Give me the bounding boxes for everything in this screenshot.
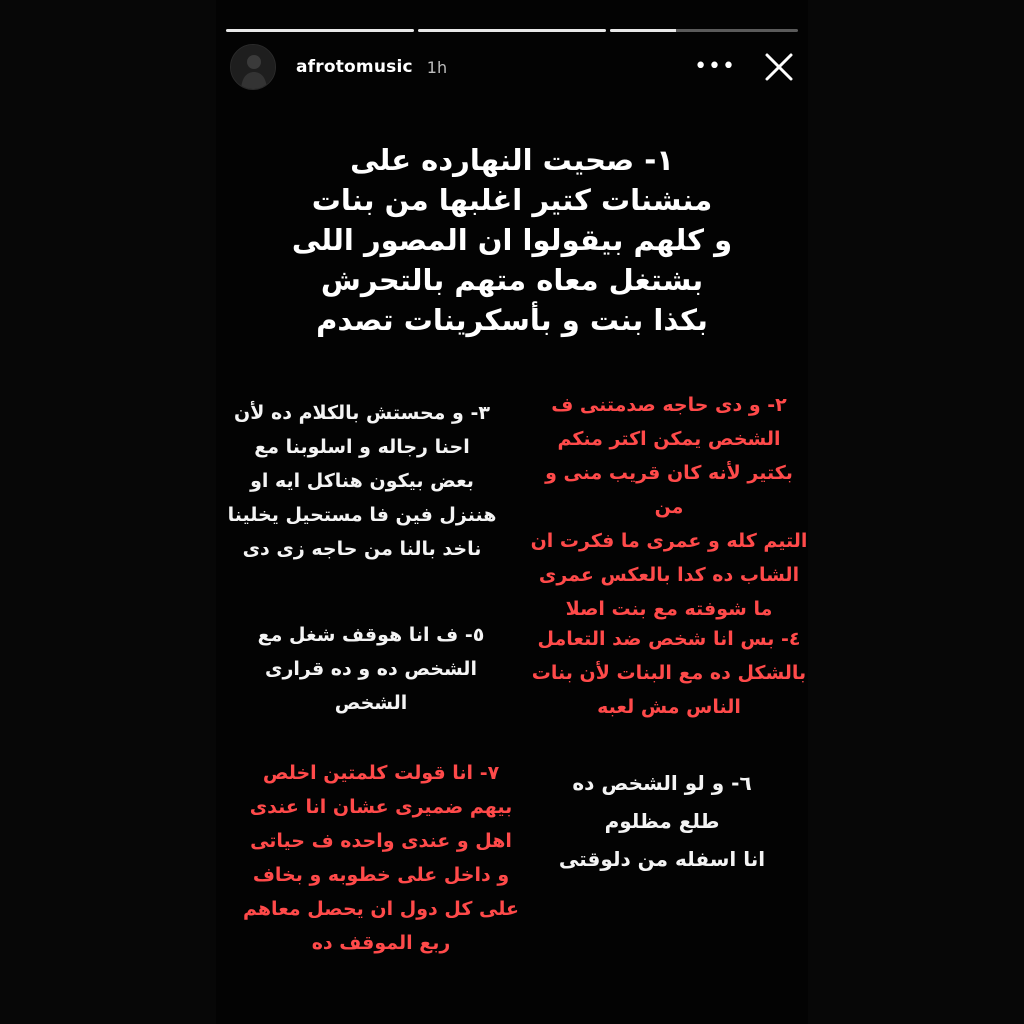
text-block-5: ٥- ف انا هوقف شغل مع الشخص ده و ده قرارى الشخص xyxy=(257,624,485,714)
story-header xyxy=(230,44,794,90)
avatar-person-icon xyxy=(231,45,275,89)
text-block-4: ٤- بس انا شخص ضد التعامل بالشكل ده مع البنات لأن بنات الناس مش لعبه xyxy=(531,628,807,718)
post-time: 1h xyxy=(426,57,448,77)
progress-fill-1 xyxy=(226,29,414,32)
story-viewer xyxy=(216,0,808,1024)
text-block-3: ٣- و محستش بالكلام ده لأن احنا رجاله و اسلوبنا مع بعض بيكون هناكل ايه او هننزل فين فا مستحيل يخلينا ناخد بالنا من حاجه زى دى xyxy=(227,402,497,560)
username[interactable]: afrotomusic xyxy=(296,57,413,77)
more-options-icon[interactable]: ••• xyxy=(694,54,736,79)
progress-fill-2 xyxy=(418,29,606,32)
avatar[interactable] xyxy=(230,44,276,90)
text-block-1: ١- صحيت النهارده على منشنات كتير اغلبها من بنات و كلهم بيقولوا ان المصور اللى بشتغل معاه متهم بالتحرش بكذا بنت و بأسكرينات تصدم xyxy=(291,143,733,337)
progress-segment-1 xyxy=(226,29,414,32)
text-block-6: ٦- و لو الشخص ده طلع مظلوم انا اسفله من دلوقتى xyxy=(558,771,766,871)
story-progress-bar xyxy=(226,29,798,32)
text-block-7: ٧- انا قولت كلمتين اخلص بيهم ضميرى عشان انا عندى اهل و عندى واحده ف حياتى و داخل على خطوبه و بخاف على كل دول ان يحصل معاهم ربع الموقف ده xyxy=(242,762,520,954)
close-icon[interactable] xyxy=(764,52,794,82)
progress-segment-2 xyxy=(418,29,606,32)
text-block-2: ٢- و دى حاجه صدمتنى ف الشخص يمكن اكتر منكم بكتير لأنه كان قريب منى و من التيم كله و عمرى ما فكرت ان الشاب ده كدا بالعكس عمرى ما شوفته مع بنت اصلا xyxy=(530,394,808,620)
progress-segment-3 xyxy=(610,29,798,32)
progress-fill-3 xyxy=(610,29,676,32)
